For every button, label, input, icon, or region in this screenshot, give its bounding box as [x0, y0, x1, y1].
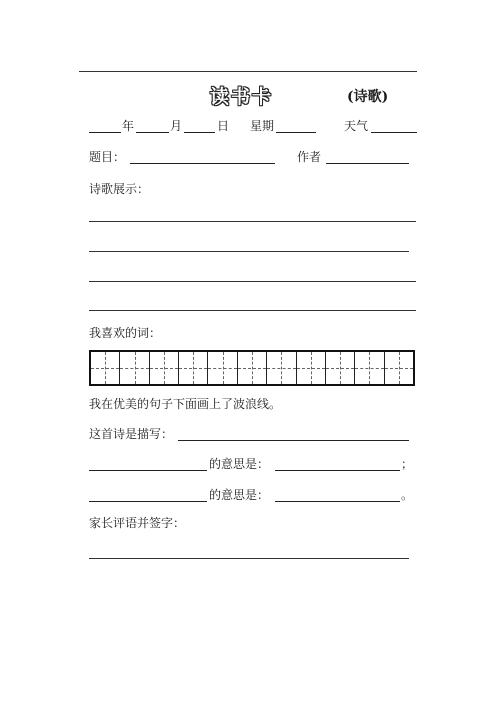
word-grid-cell[interactable]: [238, 352, 267, 384]
year-label: 年: [122, 119, 135, 133]
author-field[interactable]: [326, 163, 409, 164]
poem-line-3[interactable]: [89, 281, 416, 282]
favorite-words-label: 我喜欢的词：: [89, 326, 162, 340]
weather-field[interactable]: [371, 132, 417, 133]
day-label: 日: [217, 119, 230, 133]
word-grid-cell[interactable]: [297, 352, 326, 384]
word-grid-cell[interactable]: [326, 352, 355, 384]
meaning-suffix-2: 的意思是：: [209, 488, 270, 502]
word-grid-cell[interactable]: [385, 352, 413, 384]
instruction-text: 我在优美的句子下面画上了波浪线。: [89, 397, 282, 411]
meaning-suffix-1: 的意思是：: [209, 457, 270, 471]
year-field[interactable]: [89, 132, 121, 133]
poem-line-2[interactable]: [89, 251, 409, 252]
word-grid-cell[interactable]: [120, 352, 149, 384]
month-label: 月: [170, 119, 183, 133]
word-grid-cell[interactable]: [91, 352, 120, 384]
weekday-label: 星期: [250, 119, 275, 133]
parent-comment-label: 家长评语并签字：: [89, 516, 186, 530]
poem-display-label: 诗歌展示：: [89, 182, 150, 196]
author-label: 作者: [297, 150, 322, 164]
top-rule: [79, 71, 417, 72]
description-label: 这首诗是描写：: [89, 427, 174, 441]
topic-label: 题目：: [89, 150, 126, 164]
word-grid-cell[interactable]: [355, 352, 384, 384]
meaning-word-field-1[interactable]: [89, 470, 207, 471]
word-grid: [89, 350, 415, 386]
meaning-word-field-2[interactable]: [89, 501, 207, 502]
word-grid-cell[interactable]: [208, 352, 237, 384]
meaning-field-1[interactable]: [275, 470, 400, 471]
parent-comment-line[interactable]: [89, 558, 409, 559]
meaning-end-2: 。: [401, 488, 414, 502]
day-field[interactable]: [184, 132, 215, 133]
weather-label: 天气: [344, 119, 369, 133]
word-grid-cell[interactable]: [179, 352, 208, 384]
month-field[interactable]: [136, 132, 169, 133]
poem-line-1[interactable]: [89, 221, 416, 222]
poem-line-4[interactable]: [89, 310, 416, 311]
meaning-field-2[interactable]: [275, 501, 400, 502]
description-field[interactable]: [178, 440, 409, 441]
weekday-field[interactable]: [276, 132, 316, 133]
word-grid-cell[interactable]: [150, 352, 179, 384]
topic-field[interactable]: [130, 163, 275, 164]
meaning-end-1: ；: [401, 457, 414, 471]
word-grid-cell[interactable]: [267, 352, 296, 384]
card-subtitle: (诗歌): [347, 89, 389, 105]
card-title: 读书卡: [210, 86, 274, 108]
